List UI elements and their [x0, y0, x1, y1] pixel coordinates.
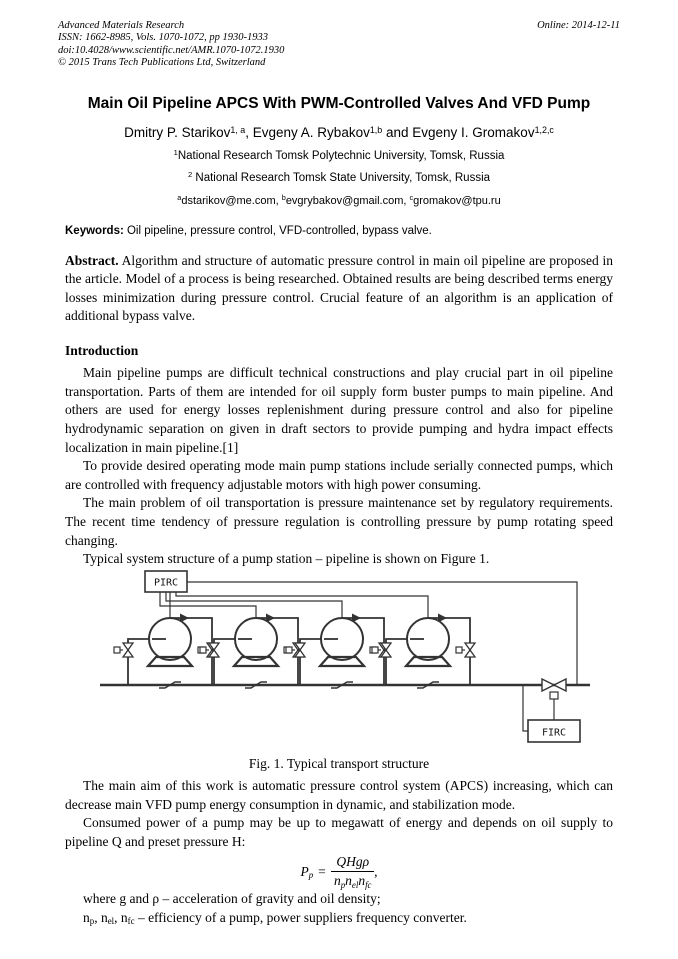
introduction-body [65, 364, 613, 569]
figure-1-caption: Fig. 1. Typical transport structure [248, 755, 430, 771]
page-title: Main Oil Pipeline APCS With PWM-Controlled Valves And VFD Pump [87, 94, 591, 112]
control-valve-actuator [550, 692, 558, 699]
eff-term: n [100, 910, 108, 925]
affiliation-superscript: 2 [187, 170, 193, 180]
affiliation-1 [65, 150, 613, 162]
affiliation-superscript: 1 [173, 148, 178, 158]
affiliation-text: National Research Tomsk State University, Tomsk, Russia [192, 171, 491, 184]
pump-unit-4 [372, 613, 475, 688]
formula-equals: = [317, 863, 327, 879]
email-address: gromakov@tpu.ru [413, 194, 501, 207]
author-line [65, 125, 613, 140]
den-term-sub: p [340, 879, 346, 890]
email-separator: , [403, 194, 410, 207]
keywords-label: Keywords: [65, 224, 124, 237]
online-date: Online: 2014-12-11 [537, 20, 620, 31]
email-superscript: c [409, 193, 414, 203]
journal-doi: doi:10.4028/www.scientific.net/AMR.1070-1072.1930 [58, 44, 285, 56]
eff-separator: , [94, 910, 101, 925]
author-separator: , [245, 124, 253, 140]
email-address: dstarikov@me.com [181, 194, 276, 207]
power-formula [65, 854, 613, 889]
author-superscript: 1,2,c [534, 124, 554, 135]
paragraph: Main pipeline pumps are difficult technical constructions and play crucial part in oil pipeline transportation. Parts of them are intended for oil supply form buster pumps to main pipeline. And others are used for energy losses replenishment during pressure control and also for pipeline hydrodynamic separation on given in draft sectors to provide pumping and hydra impact effects localization in main pipeline.[1] [65, 365, 613, 455]
den-term: n [345, 873, 352, 889]
journal-copyright: © 2015 Trans Tech Publications Ltd, Switzerland [58, 57, 266, 69]
journal-header-left [58, 20, 284, 70]
section-heading-introduction: Introduction [65, 343, 139, 358]
paragraph: Typical system structure of a pump station – pipeline is shown on Figure 1. [83, 551, 490, 567]
paragraph: The main problem of oil transportation is pressure maintenance set by regulatory requirements. The recent time tendency of pressure regulation is controlling pressure by pump rotating speed changing. [65, 495, 613, 548]
control-valve-icon [542, 679, 566, 691]
affiliation-text: National Research Tomsk Polytechnic University, Tomsk, Russia [177, 149, 505, 162]
eff-description: – efficiency of a pump, power suppliers frequency converter. [134, 910, 467, 925]
paragraph: To provide desired operating mode main pump stations include serially connected pumps, which are controlled with frequency adjustable motors with high power consuming. [65, 458, 613, 492]
abstract-text: Algorithm and structure of automatic pressure control in main oil pipeline are proposed in the article. Model of a process is being researched. Obtained results are being described terms energy losses minimization during pressure control. Crucial feature of an algorithm is an application of additional bypass valve. [65, 252, 613, 324]
paragraph: Consumed power of a pump may be up to megawatt of energy and depends on oil supply to pipeline Q and preset pressure H: [65, 815, 613, 849]
email-line [65, 195, 613, 207]
abstract-label: Abstract. [65, 252, 119, 268]
author-name: Evgeny I. Gromakov [412, 124, 535, 140]
figure-1-diagram [0, 570, 678, 750]
keywords-text: Oil pipeline, pressure control, VFD-controlled, bypass valve. [123, 224, 432, 237]
den-term: n [333, 873, 341, 889]
post-figure-body [65, 777, 613, 852]
eff-term-sub: el [107, 916, 115, 927]
abstract [65, 252, 613, 327]
eff-term: n [83, 910, 90, 925]
eff-term-sub: p [89, 916, 95, 927]
author-separator: and [382, 124, 413, 140]
pirc-label: PIRC [153, 577, 179, 589]
email-superscript: a [177, 193, 182, 203]
email-separator: , [275, 194, 282, 207]
formula-lhs-sub: p [308, 870, 314, 881]
journal-header [58, 20, 620, 70]
firc-label: FIRC [541, 727, 567, 739]
formula-lhs [301, 864, 314, 880]
journal-name: Advanced Materials Research [58, 20, 185, 31]
formula-denominator [331, 872, 374, 889]
email-address: evgrybakov@gmail.com [285, 194, 404, 207]
den-term: n [358, 873, 366, 889]
den-term-sub: el [351, 879, 359, 890]
formula-fraction [331, 854, 374, 889]
journal-issn: ISSN: 1662-8985, Vols. 1070-1072, pp 1930-1933 [58, 32, 268, 44]
eff-term: n [120, 910, 128, 925]
pirc-signal-line-4 [176, 592, 428, 618]
formula-note-where: where g and ρ – acceleration of gravity and oil density; [83, 891, 381, 907]
author-name: Evgeny A. Rybakov [252, 124, 370, 140]
den-term-sub: fc [365, 879, 372, 890]
paragraph: The main aim of this work is automatic pressure control system (APCS) increasing, which can decrease main VFD pump energy consumption in dynamic, and stabilization mode. [65, 777, 613, 812]
figure-1 [0, 570, 613, 755]
formula-comma: , [374, 863, 378, 879]
author-superscript: 1,b [369, 124, 383, 135]
eff-term-sub: fc [127, 916, 135, 927]
eff-separator: , [114, 910, 121, 925]
affiliation-2 [65, 172, 613, 184]
formula-lhs-base: P [300, 863, 309, 879]
author-superscript: 1, a [230, 124, 246, 135]
email-superscript: b [281, 193, 286, 203]
formula-note-efficiency [65, 909, 613, 928]
author-name: Dmitry P. Starikov [124, 124, 231, 140]
keywords-line [65, 225, 613, 237]
formula-numerator: QHgρ [331, 854, 374, 872]
